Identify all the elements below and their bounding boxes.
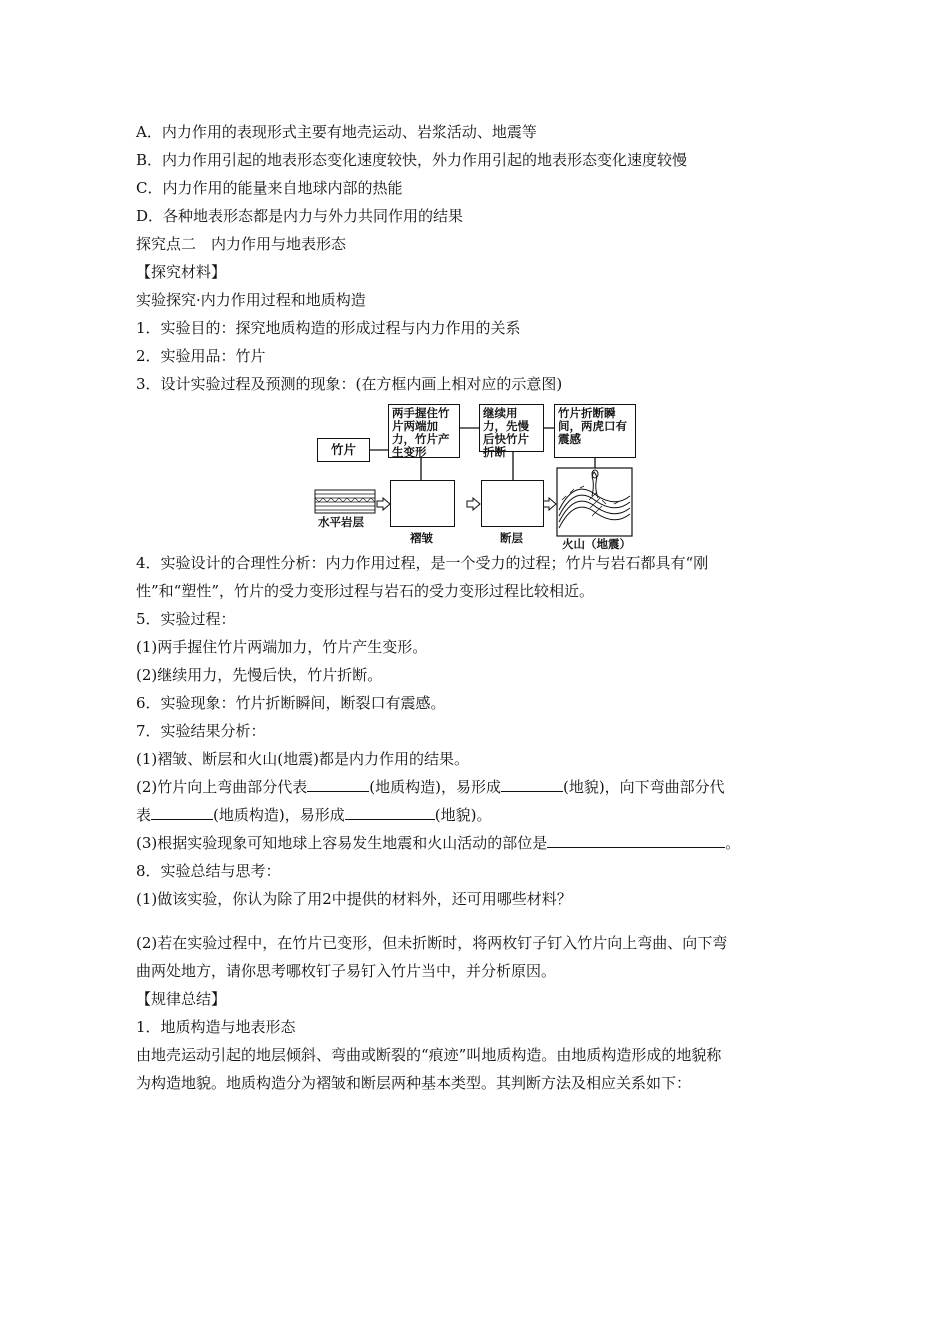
step-7-2-text-1: (2)竹片向上弯曲部分代表 bbox=[136, 778, 308, 796]
experiment-title: 实验探究·内力作用过程和地质构造 bbox=[136, 291, 366, 309]
break-box bbox=[479, 404, 544, 459]
step-4-line-1: 4．实验设计的合理性分析：内力作用过程，是一个受力的过程；竹片与岩石都具有“刚 bbox=[136, 554, 709, 572]
arrow-3 bbox=[543, 498, 556, 510]
step-5-2: (2)继续用力，先慢后快，竹片折断。 bbox=[136, 666, 383, 684]
step-3: 3．设计实验过程及预测的现象：(在方框内画上相对应的示意图) bbox=[136, 375, 563, 393]
section-title: 探究点二 内力作用与地表形态 bbox=[136, 235, 347, 253]
option-a: A．内力作用的表现形式主要有地壳运动、岩浆活动、地震等 bbox=[136, 123, 537, 141]
deform-box bbox=[388, 404, 460, 458]
step-7: 7．实验结果分析： bbox=[136, 722, 266, 740]
step-8-1: (1)做该实验，你认为除了用2中提供的材料外，还可用哪些材料？ bbox=[136, 890, 572, 908]
fault-drawing-box bbox=[481, 480, 544, 527]
volcano-figure bbox=[557, 468, 632, 536]
shock-box-label: 竹片折断瞬间，两虎口有震感 bbox=[558, 406, 627, 446]
step-7-2-text-6: (地貌)。 bbox=[434, 806, 492, 824]
step-5-1: (1)两手握住竹片两端加力，竹片产生变形。 bbox=[136, 638, 428, 656]
step-7-2-text-3: (地貌)，向下弯曲部分代 bbox=[562, 778, 725, 796]
material-heading: 【探究材料】 bbox=[136, 263, 227, 281]
summary-title-1: 1．地质构造与地表形态 bbox=[136, 1018, 296, 1036]
experiment-diagram bbox=[300, 400, 645, 550]
bamboo-box bbox=[317, 438, 370, 462]
step-5: 5．实验过程： bbox=[136, 610, 236, 628]
break-box-label: 继续用力，先慢后快竹片折断 bbox=[483, 406, 529, 459]
fold-drawing-box bbox=[390, 480, 455, 527]
answer-blank-activity-zone[interactable] bbox=[547, 833, 725, 848]
arrow-2 bbox=[467, 498, 480, 510]
answer-blank-up-landform[interactable] bbox=[501, 777, 563, 792]
step-8: 8．实验总结与思考： bbox=[136, 862, 281, 880]
step-7-2-text-2: (地质构造)，易形成 bbox=[369, 778, 501, 796]
step-8-2-line-1: (2)若在实验过程中，在竹片已变形，但未折断时，将两枚钉子钉入竹片向上弯曲、向下弯 bbox=[136, 934, 728, 952]
option-b: B．内力作用引起的地表形态变化速度较快，外力作用引起的地表形态变化速度较慢 bbox=[136, 151, 688, 169]
step-7-2-text-4: 表 bbox=[136, 806, 152, 824]
volcano-label: 火山（地震） bbox=[562, 537, 631, 551]
deform-box-label: 两手握住竹片两端加力，竹片产生变形 bbox=[392, 406, 450, 459]
horizontal-strata-figure bbox=[315, 490, 375, 513]
step-7-3 bbox=[136, 833, 740, 853]
fault-label: 断层 bbox=[500, 531, 523, 545]
shock-box bbox=[554, 404, 636, 458]
fold-label: 褶皱 bbox=[410, 531, 433, 545]
step-7-2-line-2 bbox=[136, 805, 491, 825]
option-c: C．内力作用的能量来自地球内部的热能 bbox=[136, 179, 403, 197]
arrow-1 bbox=[377, 498, 390, 510]
bamboo-box-label: 竹片 bbox=[330, 442, 356, 457]
step-7-2-text-5: (地质构造)，易形成 bbox=[213, 806, 345, 824]
step-2: 2．实验用品：竹片 bbox=[136, 347, 266, 365]
horizontal-strata-label: 水平岩层 bbox=[318, 515, 364, 529]
step-7-2-line-1 bbox=[136, 777, 725, 797]
step-4-line-2: 性”和“塑性”，竹片的受力变形过程与岩石的受力变形过程比较相近。 bbox=[136, 582, 595, 600]
step-6: 6．实验现象：竹片折断瞬间，断裂口有震感。 bbox=[136, 694, 446, 712]
step-8-2-line-2: 曲两处地方，请你思考哪枚钉子易钉入竹片当中，并分析原因。 bbox=[136, 962, 557, 980]
summary-paragraph-line-1: 由地壳运动引起的地层倾斜、弯曲或断裂的“痕迹”叫地质构造。由地质构造形成的地貌称 bbox=[136, 1046, 722, 1064]
option-d: D．各种地表形态都是内力与外力共同作用的结果 bbox=[136, 207, 464, 225]
step-1: 1．实验目的：探究地质构造的形成过程与内力作用的关系 bbox=[136, 319, 521, 337]
summary-heading: 【规律总结】 bbox=[136, 990, 227, 1008]
answer-blank-down-structure[interactable] bbox=[151, 805, 213, 820]
step-7-1: (1)褶皱、断层和火山(地震)都是内力作用的结果。 bbox=[136, 750, 469, 768]
step-7-3-text-1: (3)根据实验现象可知地球上容易发生地震和火山活动的部位是 bbox=[136, 834, 548, 852]
step-7-3-text-2: 。 bbox=[725, 834, 741, 852]
answer-blank-down-landform[interactable] bbox=[345, 805, 435, 820]
summary-paragraph-line-2: 为构造地貌。地质构造分为褶皱和断层两种基本类型。其判断方法及相应关系如下： bbox=[136, 1074, 692, 1092]
answer-blank-up-structure[interactable] bbox=[307, 777, 369, 792]
